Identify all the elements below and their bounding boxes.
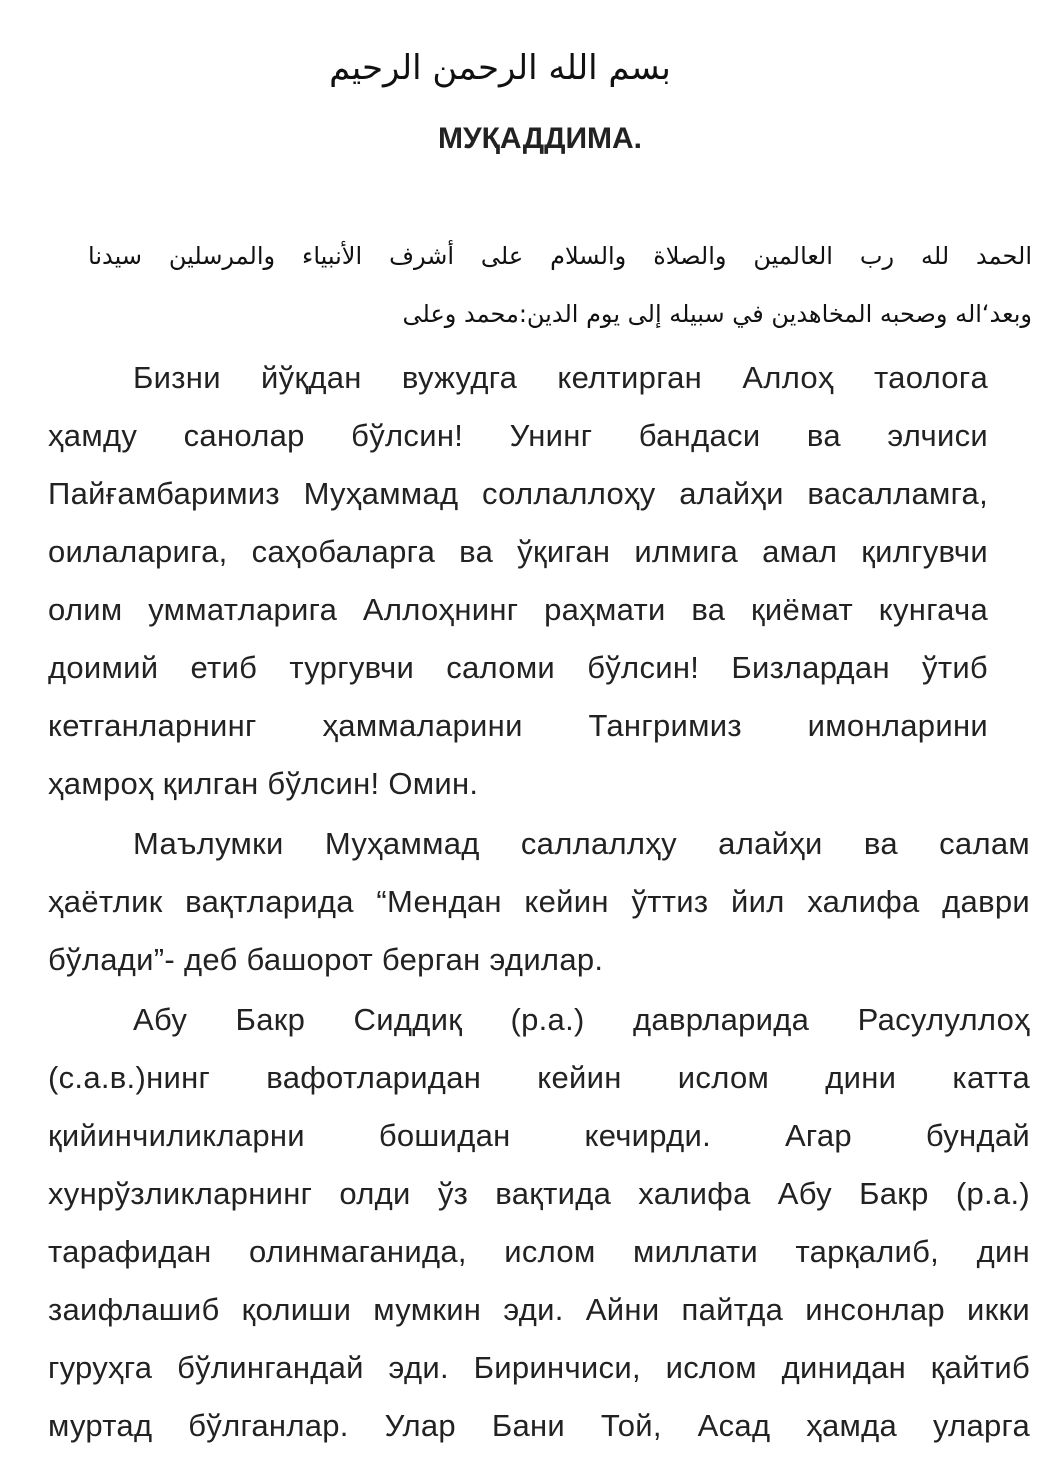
page-title: МУҚАДДИМА.	[437, 122, 643, 155]
paragraph-1-line-4: оилаларига, саҳобаларга ва ўқиган илмига амал қилгувчи	[48, 534, 988, 569]
paragraph-1-line-1: Бизни йўқдан вужудга келтирган Аллоҳ таологa	[133, 360, 988, 395]
arabic-line-1: الحمد لله رب العالمين والصلاة والسلام على أشرف الأنبياء والمرسلين سيدنا	[88, 242, 1032, 270]
basmala-heading: بسم الله الرحمن الرحيم	[329, 48, 671, 88]
paragraph-3-line-5: тарафидан олинмаганида, ислом миллати тарқалиб, дин	[48, 1234, 1030, 1269]
arabic-line-2: وبعد‘اله وصحبه المخاهدين في سبيله إلى يوم الدين:محمد وعلى	[402, 300, 1032, 328]
paragraph-1-line-8: ҳамроҳ қилган бўлсин! Омин.	[48, 766, 479, 801]
paragraph-3-line-4: хунрўзликларнинг олди ўз вақтида халифа Абу Бакр (р.а.)	[48, 1176, 1030, 1211]
paragraph-3-line-6: заифлашиб қолиши мумкин эди. Айни пайтда инсонлар икки	[48, 1292, 1030, 1327]
paragraph-2-line-2: ҳаётлик вақтларида “Мендан кейин ўттиз йил халифа даври	[48, 884, 1030, 919]
paragraph-3-line-3: қийинчиликларни бошидан кечирди. Агар бундай	[48, 1118, 1030, 1153]
paragraph-1-line-6: доимий етиб тургувчи саломи бўлсин! Бизлардан ўтиб	[48, 650, 988, 685]
paragraph-1-line-2: ҳамду санолар бўлсин! Унинг бандаси ва элчиси	[48, 418, 988, 453]
paragraph-1-line-7: кетганларнинг ҳаммаларини Тангримиз имонларини	[48, 708, 988, 743]
paragraph-3-line-7: гуруҳга бўлингандай эди. Биринчиси, ислом динидан қайтиб	[48, 1350, 1030, 1385]
paragraph-3-line-1: Абу Бакр Сиддиқ (р.а.) даврларида Расулуллоҳ	[133, 1002, 1030, 1037]
paragraph-2-line-1: Маълумки Муҳаммад саллаллҳу алайҳи ва салам	[133, 826, 1030, 861]
paragraph-2-line-3: бўлади”- деб башорот берган эдилар.	[48, 942, 604, 977]
paragraph-1-line-3: Пайғамбаримиз Муҳаммад соллаллоҳу алайҳи васалламга,	[48, 476, 988, 511]
paragraph-3-line-8: муртад бўлганлар. Улар Бани Той, Асад ҳамда уларга	[48, 1408, 1030, 1443]
paragraph-3-line-2: (с.а.в.)нинг вафотларидан кейин ислом дини катта	[48, 1060, 1030, 1095]
paragraph-1-line-5: олим умматларига Аллоҳнинг раҳмати ва қиёмат кунгача	[48, 592, 988, 627]
